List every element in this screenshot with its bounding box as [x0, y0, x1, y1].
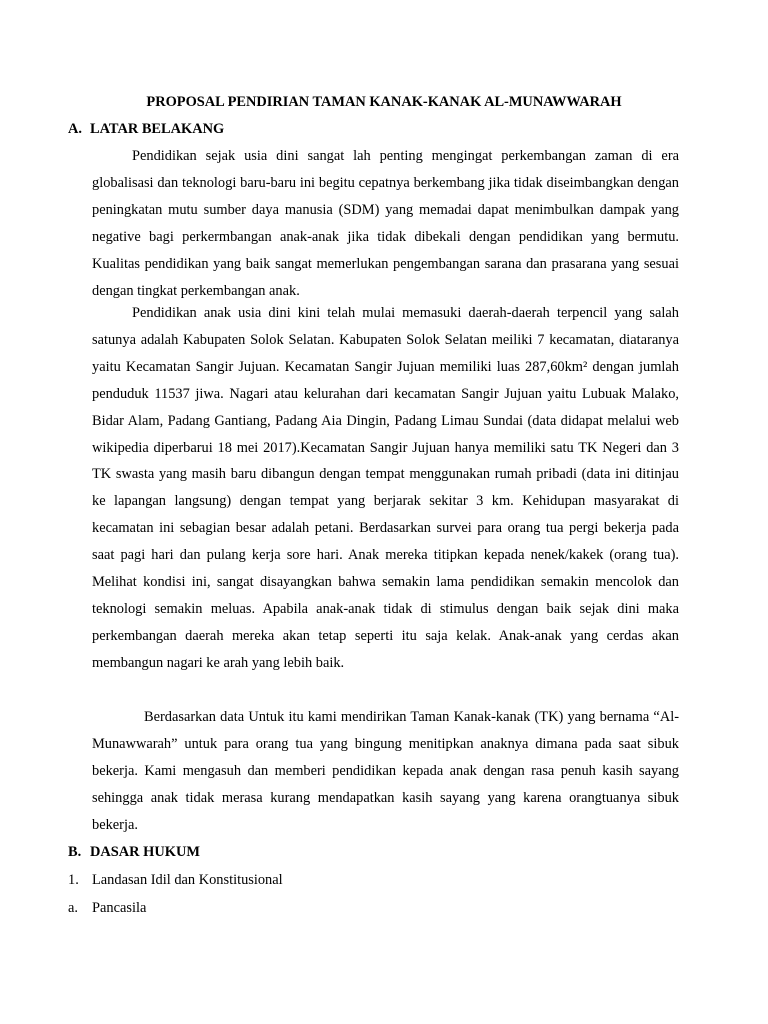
- section-title: LATAR BELAKANG: [90, 121, 225, 137]
- paragraph-1: Pendidikan sejak usia dini sangat lah penting mengingat perkembangan zaman di era globalisasi dan teknologi baru-baru ini begitu cepatnya berkembang jika tidak diseimbangkan dengan peningkatan mutu sumber daya manusia (SDM) yang memadai dapat menimbulkan dampak yang negative bagi perkermbangan anak-anak jika tidak dibekali dengan pendidikan yang bermutu. Kualitas pendidikan yang baik sangat memerlukan pengembangan sarana dan prasarana yang sesuai dengan tingkat perkembangan anak.: [92, 148, 679, 299]
- list-marker: 1.: [68, 872, 79, 888]
- section-heading-dasar-hukum: [68, 842, 200, 862]
- list-marker: a.: [68, 900, 78, 916]
- document-title: PROPOSAL PENDIRIAN TAMAN KANAK-KANAK AL-MUNAWWARAH: [146, 94, 622, 110]
- list-text: Pancasila: [92, 900, 147, 916]
- section-title: DASAR HUKUM: [90, 844, 200, 860]
- paragraph-3: Berdasarkan data Untuk itu kami mendirikan Taman Kanak-kanak (TK) yang bernama “Al-Munawwarah” untuk para orang tua yang bingung menitipkan anaknya dimana pada saat sibuk bekerja. Kami mengasuh dan memberi pendidikan kepada anak dengan rasa penuh kasih sayang sehingga anak tidak merasa kurang mendapatkan kasih sayang yang karena orangtuanya sibuk bekerja.: [92, 709, 679, 833]
- section-marker: B.: [68, 844, 82, 860]
- section-marker: A.: [68, 121, 82, 137]
- list-item-pancasila: [68, 898, 146, 918]
- list-item-landasan: [68, 870, 283, 890]
- paragraph-2: Pendidikan anak usia dini kini telah mulai memasuki daerah-daerah terpencil yang salah satunya adalah Kabupaten Solok Selatan. Kabupaten Solok Selatan meiliki 7 kecamatan, diataranya yaitu Kecamatan Sangir Jujuan. Kecamatan Sangir Jujuan memiliki luas 287,60km² dengan jumlah penduduk 11537 jiwa. Nagari atau kelurahan dari kecamatan Sangir Jujuan yaitu Lubuak Malako, Bidar Alam, Padang Gantiang, Padang Aia Dingin, Padang Limau Sundai (data didapat melalui web wikipedia diperbarui 18 mei 2017).Kecamatan Sangir Jujuan hanya memiliki satu TK Negeri dan 3 TK swasta yang masih baru dibangun dengan tempat menggunakan rumah pribadi (data ini ditinjau ke lapangan langsung) dengan tempat yang berjarak sekitar 3 km. Kehidupan masyarakat di kecamatan ini sebagian besar adalah petani. Berdasarkan survei para orang tua pergi bekerja pada saat pagi hari dan pulang kerja sore hari. Anak mereka titipkan kepada nenek/kakek (orang tua). Melihat kondisi ini, sangat disayangkan bahwa semakin lama pendidikan semakin mencolok dan teknologi semakin meluas. Apabila anak-anak tidak di stimulus dengan baik sejak dini maka perkembangan daerah mereka akan tetap seperti itu saja kelak. Anak-anak yang cerdas akan membangun nagari ke arah yang lebih baik.: [92, 305, 679, 671]
- list-text: Landasan Idil dan Konstitusional: [92, 872, 283, 888]
- section-heading-latar-belakang: [68, 119, 224, 139]
